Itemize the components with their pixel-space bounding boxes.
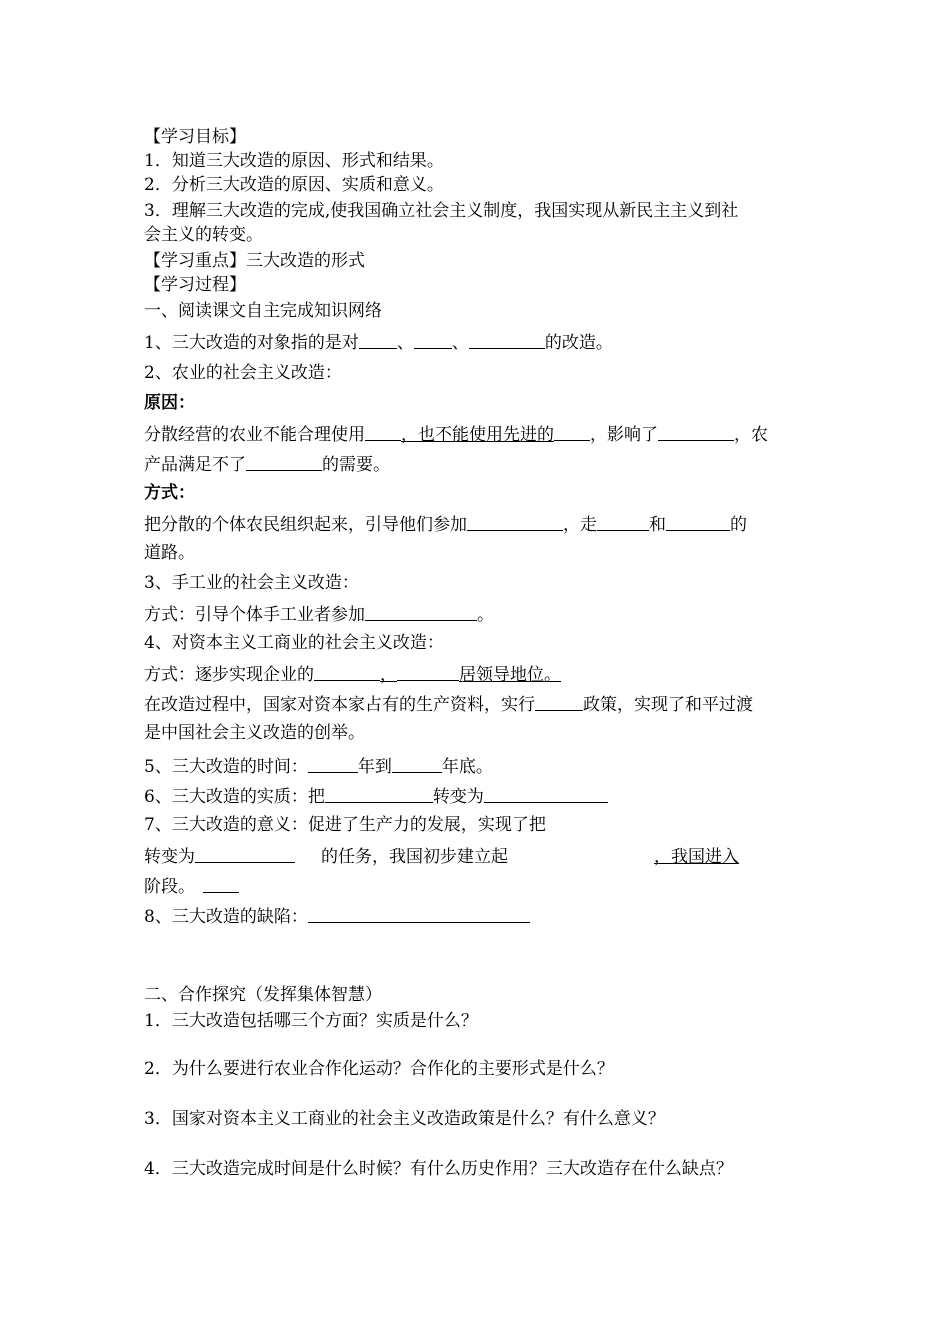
q8-a: 8、三大改造的缺陷：: [144, 907, 308, 927]
part2-question-4: 4．三大改造完成时间是什么时候？有什么历史作用？三大改造存在什么缺点？: [144, 1159, 733, 1179]
part2-question-3: 3．国家对资本主义工商业的社会主义改造政策是什么？有什么意义？: [144, 1109, 665, 1129]
q5-line: [144, 754, 493, 778]
q1-suffix: 的改造。: [544, 333, 613, 353]
q7-d: ，我国进入: [654, 847, 739, 867]
q1-line: [144, 330, 613, 354]
part2-question-1: 1．三大改造包括哪三个方面？实质是什么？: [144, 1011, 478, 1031]
process-heading: 【学习过程】: [144, 275, 246, 295]
q2-reason-blank-1[interactable]: [365, 422, 401, 441]
q2-method-c: 和: [649, 515, 666, 535]
q4-method-c: 居领导地位。: [459, 665, 561, 685]
q2-reason-line1: [144, 422, 768, 446]
q8-blank-1[interactable]: [308, 904, 530, 923]
focus-line: [144, 250, 365, 272]
q5-a: 5、三大改造的时间：: [144, 757, 308, 777]
q2-reason-e: 产品满足不了: [144, 455, 246, 475]
q6-b: 转变为: [432, 787, 484, 807]
q3-title: 3、手工业的社会主义改造：: [144, 573, 359, 593]
q2-reason-a: 分散经营的农业不能合理使用: [144, 425, 365, 445]
objective-item-2: 2．分析三大改造的原因、实质和意义。: [144, 175, 444, 195]
part2-title: 二、合作探究（发挥集体智慧）: [144, 985, 382, 1005]
q7-blank-2[interactable]: [203, 874, 239, 893]
q4-policy-d: 在改造过程中，国家对资本家占有的生产资料，实行: [144, 695, 535, 715]
objectives-heading: 【学习目标】: [144, 127, 246, 147]
q2-method-line2: 道路。: [144, 543, 195, 563]
q2-method-a: 把分散的个体农民组织起来，引导他们参加: [144, 515, 467, 535]
q5-blank-1[interactable]: [308, 754, 358, 773]
q6-blank-2[interactable]: [484, 784, 608, 803]
q2-reason-f: 的需要。: [322, 455, 390, 475]
q3-method-line: [144, 602, 494, 626]
q4-blank-3[interactable]: [535, 692, 583, 711]
q1-sep-2: 、: [451, 333, 469, 353]
q2-reason-blank-3[interactable]: [658, 422, 734, 441]
q1-blank-1[interactable]: [359, 330, 397, 349]
q2-method-b: ，走: [563, 515, 597, 535]
q1-prefix: 1、三大改造的对象指的是对: [144, 333, 359, 353]
q8-line: [144, 904, 530, 928]
q7-blank-1[interactable]: [195, 844, 295, 863]
q2-method-blank-1[interactable]: [467, 512, 563, 531]
q6-a: 6、三大改造的实质：把: [144, 787, 325, 807]
q2-reason-d: ，农: [734, 425, 768, 445]
q3-blank-1[interactable]: [365, 602, 477, 621]
q6-line: [144, 784, 608, 808]
q7-c: 的任务，我国初步建立起: [321, 847, 508, 867]
q2-reason-blank-4[interactable]: [246, 452, 322, 471]
q4-policy-line2: 是中国社会主义改造的创举。: [144, 723, 365, 743]
q2-title: 2、农业的社会主义改造：: [144, 363, 342, 383]
q4-method-a: 方式：逐步实现企业的: [144, 665, 314, 685]
q4-method-line: [144, 662, 561, 686]
q4-policy-line1: [144, 692, 753, 716]
q2-method-line1: [144, 512, 747, 536]
q4-policy-e: 政策，实现了和平过渡: [583, 695, 753, 715]
q2-reason-line2: [144, 452, 390, 476]
q4-blank-2[interactable]: [397, 662, 459, 681]
q2-method-blank-2[interactable]: [597, 512, 649, 531]
q7-line2: [144, 844, 739, 868]
q1-sep-1: 、: [396, 333, 414, 353]
q4-method-b: ，: [380, 665, 397, 685]
q1-blank-2[interactable]: [414, 330, 452, 349]
focus-label: 【学习重点】: [144, 251, 246, 271]
q7-line1: 7、三大改造的意义：促进了生产力的发展，实现了把: [144, 815, 546, 835]
q1-blank-3[interactable]: [469, 330, 545, 349]
q2-reason-b: ，也不能使用先进的: [401, 425, 554, 445]
objective-item-3-line1: 3．理解三大改造的完成,使我国确立社会主义制度，我国实现从新民主主义到社: [144, 201, 739, 221]
q4-title: 4、对资本主义工商业的社会主义改造：: [144, 633, 444, 653]
focus-text: 三大改造的形式: [246, 251, 365, 271]
part2-question-2: 2．为什么要进行农业合作化运动？合作化的主要形式是什么？: [144, 1059, 614, 1079]
q2-reason-label: 原因：: [144, 393, 195, 413]
q2-reason-c: ，影响了: [590, 425, 658, 445]
q2-method-blank-3[interactable]: [666, 512, 730, 531]
q2-reason-blank-2[interactable]: [554, 422, 590, 441]
q3-method-b: 。: [477, 605, 494, 625]
q6-blank-1[interactable]: [325, 784, 433, 803]
q5-blank-2[interactable]: [392, 754, 442, 773]
q7-b: 转变为: [144, 847, 195, 867]
part1-title: 一、阅读课文自主完成知识网络: [144, 301, 382, 321]
q7-line3: [144, 874, 239, 898]
q5-b: 年到: [357, 757, 392, 777]
q7-e: 阶段。: [144, 877, 195, 897]
q4-blank-1[interactable]: [314, 662, 380, 681]
q2-method-d: 的: [730, 515, 747, 535]
objective-item-1: 1．知道三大改造的原因、形式和结果。: [144, 151, 444, 171]
q3-method-a: 方式：引导个体手工业者参加: [144, 605, 365, 625]
q5-c: 年底。: [441, 757, 493, 777]
objective-item-3-line2: 会主义的转变。: [144, 225, 263, 245]
q2-method-label: 方式：: [144, 483, 195, 503]
